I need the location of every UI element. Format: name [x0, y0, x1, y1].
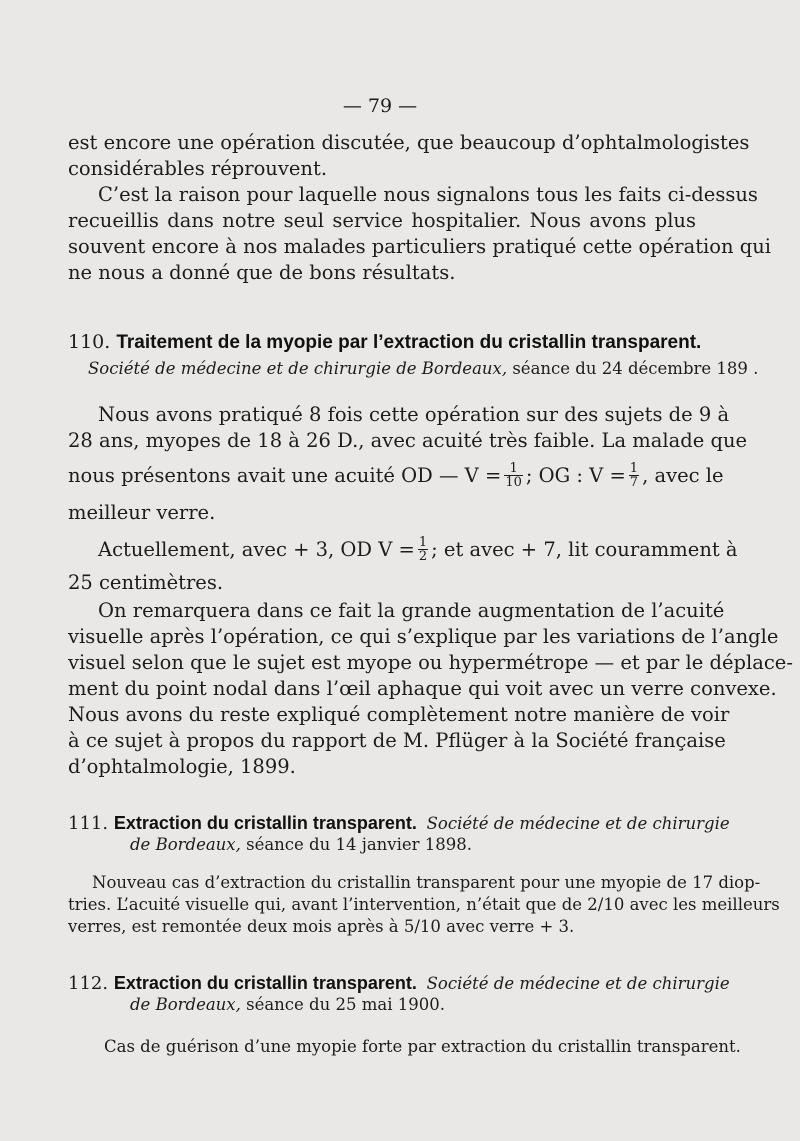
intro-line-3: C’est la raison pour laquelle nous signalons tous les faits ci-dessus — [98, 183, 758, 206]
intro-line-5: souvent encore à nos malades particuliers pratiqué cette opération qui — [68, 235, 772, 258]
entry-112-society-b: de Bordeaux, — [130, 995, 241, 1014]
entry-112-heading — [68, 970, 730, 997]
fraction-current-denominator: 2 — [418, 549, 428, 564]
entry-110-p3-line-7: d’ophtalmologie, 1899. — [68, 755, 296, 778]
entry-111-heading — [68, 810, 730, 837]
entry-110-p3-line-4: ment du point nodal dans l’œil aphaque qui voit avec un verre convexe. — [68, 677, 777, 700]
intro-line-6: ne nous a donné que de bons résultats. — [68, 261, 456, 284]
entry-110-p3-line-5: Nous avons du reste expliqué complètement notre manière de voir — [68, 703, 730, 726]
entry-112-society-a: Société de médecine et de chirurgie — [426, 974, 730, 993]
actuellement-text: Actuellement, avec + 3, OD V = — [98, 537, 415, 561]
entry-110-title: Traitement de la myopie par l’extraction du cristallin transparent. — [116, 332, 702, 353]
lit-couramment-text: ; et avec + 7, lit couramment à — [431, 537, 738, 561]
entry-110-society: Société de médecine et de chirurgie de Bordeaux, — [88, 359, 508, 378]
intro-line-1: est encore une opération discutée, que beaucoup d’ophtalmologistes — [68, 131, 750, 154]
entry-112-title: Extraction du cristallin transparent. — [113, 973, 417, 993]
entry-111-abstract-line-3: verres, est remontée deux mois après à 5/10 avec verre + 3. — [68, 917, 575, 936]
intro-line-4: recueillis dans notre seul service hospitalier. Nous avons plus — [68, 209, 696, 232]
entry-110-p1-line-2: 28 ans, myopes de 18 à 26 D., avec acuité très faible. La malade que — [68, 429, 748, 452]
entry-110-p3-line-6: à ce sujet à propos du rapport de M. Pflüger à la Société française — [68, 729, 726, 752]
entry-110-p1-line-3 — [68, 461, 724, 490]
fraction-og — [629, 462, 639, 489]
entry-110-heading — [68, 329, 702, 356]
entry-110-p2-line-1 — [98, 535, 738, 564]
entry-111-abstract-line-2: tries. L’acuité visuelle qui, avant l’intervention, n’était que de 2/10 avec les meilleurs — [68, 895, 780, 914]
entry-111-abstract-line-1: Nouveau cas d’extraction du cristallin transparent pour une myopie de 17 diop- — [92, 873, 761, 892]
entry-110-p2-line-2: 25 centimètres. — [68, 571, 224, 594]
entry-111-session: séance du 14 janvier 1898. — [246, 835, 473, 854]
entry-110-p3-line-1: On remarquera dans ce fait la grande augmentation de l’acuité — [98, 599, 725, 622]
fraction-og-numerator: 1 — [629, 461, 639, 476]
fraction-od — [504, 462, 523, 489]
entry-110-p3-line-3: visuel selon que le sujet est myope ou hypermétrope — et par le déplace- — [68, 651, 793, 674]
entry-111-society-b: de Bordeaux, — [130, 835, 241, 854]
entry-111-society-a: Société de médecine et de chirurgie — [426, 814, 730, 833]
entry-110-p1-line-1: Nous avons pratiqué 8 fois cette opération sur des sujets de 9 à — [98, 403, 730, 426]
fraction-current — [418, 536, 428, 563]
fraction-og-denominator: 7 — [629, 475, 639, 490]
entry-112-citation — [130, 994, 696, 1016]
entry-110-number: 110. — [68, 331, 111, 353]
entry-112-abstract-line-1: Cas de guérison d’une myopie forte par extraction du cristallin transparent. — [104, 1037, 741, 1056]
acuity-tail-text: , avec le — [642, 463, 724, 487]
fraction-od-denominator: 10 — [505, 475, 522, 490]
entry-110-p1-line-4: meilleur verre. — [68, 501, 216, 524]
entry-112-number: 112. — [68, 973, 109, 994]
entry-110-citation — [88, 358, 759, 380]
acuity-od-text: nous présentons avait une acuité OD — V = — [68, 463, 502, 487]
entry-111-title: Extraction du cristallin transparent. — [113, 813, 417, 833]
intro-line-2: considérables réprouvent. — [68, 157, 328, 180]
fraction-current-numerator: 1 — [418, 535, 428, 550]
entry-111-number: 111. — [68, 813, 109, 834]
fraction-od-numerator: 1 — [504, 462, 523, 476]
entry-111-citation — [130, 834, 696, 856]
entry-112-session: séance du 25 mai 1900. — [246, 995, 445, 1014]
entry-110-session: séance du 24 décembre 189 . — [512, 359, 759, 378]
acuity-og-text: ; OG : V = — [525, 463, 626, 487]
entry-110-p3-line-2: visuelle après l’opération, ce qui s’explique par les variations de l’angle — [68, 625, 779, 648]
page-number: — 79 — — [342, 95, 418, 117]
